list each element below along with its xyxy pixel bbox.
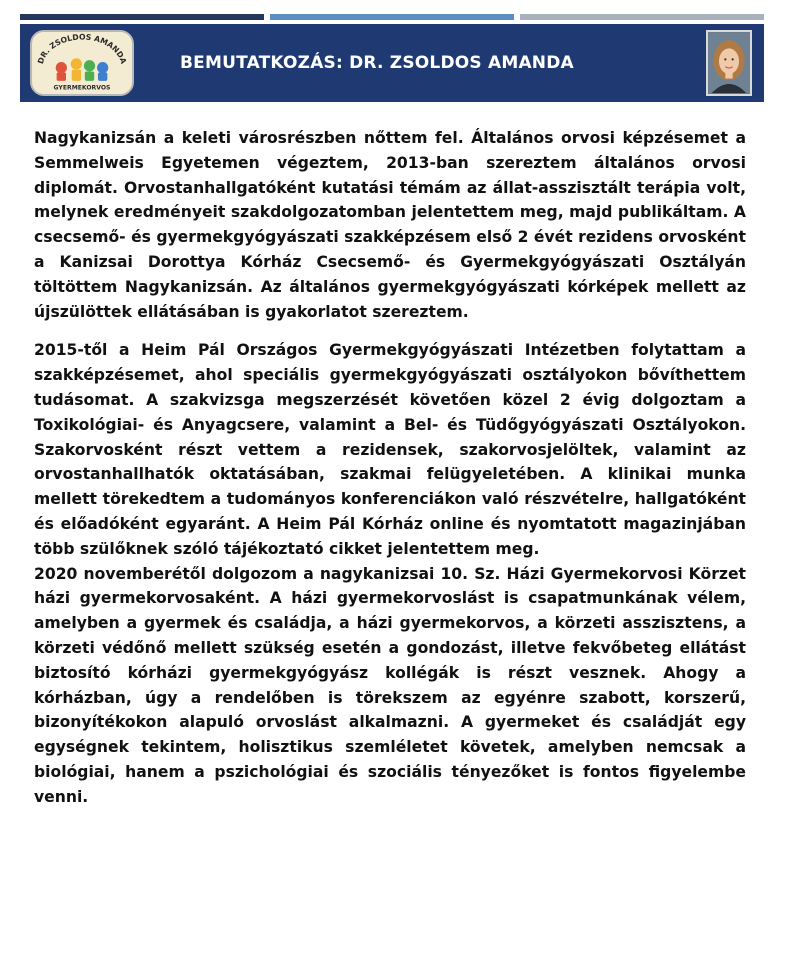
logo-text-top: DR. ZSOLDOS AMANDA (35, 32, 129, 65)
paragraph-3: 2020 novemberétől dolgozom a nagykanizsai 10. Sz. Házi Gyermekorvosi Körzet házi gyermekorvosaként. A házi gyermekorvoslást is csapatmunkának vélem, amelyben a gyermek és családja, a házi gyermekorvos, a körzeti asszisztens, a körzeti védőnő mellett szükség esetén a gondozást, illetve fekvőbeteg ellátást biztosító kórházi gyermekgyógyász kollégák is részt vesznek. Ahogy a kórházban, úgy a rendelőben is törekszem az egyénre szabott, korszerű, bizonyítékokon alapuló orvoslást alkalmazni. A gyermeket és családját egy egységnek tekintem, holisztikus szemléletet követek, amelyben nemcsak a biológiai, hanem a pszichológiai és szociális tényezőket is fontos figyelembe venni. (34, 564, 746, 806)
children-practice-logo (30, 30, 134, 96)
top-stripe-mid (270, 14, 514, 20)
top-stripe-dark (20, 14, 264, 20)
biography-text (34, 126, 746, 810)
paragraph-1: Nagykanizsán a keleti városrészben nőttem fel. Általános orvosi képzésemet a Semmelweis Egyetemen végeztem, 2013-ban szereztem általános orvosi diplomát. Orvostanhallgatóként kutatási témám az állat-asszisztált terápia volt, melynek eredményeit szakdolgozatomban jelentettem meg, majd publikáltam. A csecsemő- és gyermekgyógyászati szakképzésem első 2 évét rezidens orvosként a Kanizsai Dorottya Kórház Csecsemő- és Gyermekgyógyászati Osztályán töltöttem Nagykanizsán. Az általános gyermekgyógyászati kórképek mellett az újszülöttek ellátásában is gyakorlatot szereztem. (34, 129, 746, 321)
header-banner (20, 24, 764, 102)
page-title: BEMUTATKOZÁS: DR. ZSOLDOS AMANDA (180, 53, 574, 73)
paragraph-2: 2015-től a Heim Pál Országos Gyermekgyógyászati Intézetben folytattam a szakképzésemet, ahol speciális gyermekgyógyászati osztályokon bővíthettem tudásomat. A szakvizsga megszerzését követően közel 2 évig dolgoztam a Toxikológiai- és Anyagcsere, valamint a Bel- és Tüdőgyógyászati Osztályokon. Szakorvosként részt vettem a rezidensek, szakorvosjelöltek, valamint az orvostanhallhatók oktatásában, szakmai felügyeletében. A klinikai munka mellett törekedtem a tudományos konferenciákon való részvételre, hallgatóként és előadóként egyaránt. A Heim Pál Kórház online és nyomtatott magazinjában több szülőknek szóló tájékoztató cikket jelentettem meg. (34, 341, 746, 558)
logo-text-bottom: GYERMEKORVOS (53, 84, 111, 92)
top-stripe-light (520, 14, 764, 20)
doctor-portrait (706, 30, 752, 96)
